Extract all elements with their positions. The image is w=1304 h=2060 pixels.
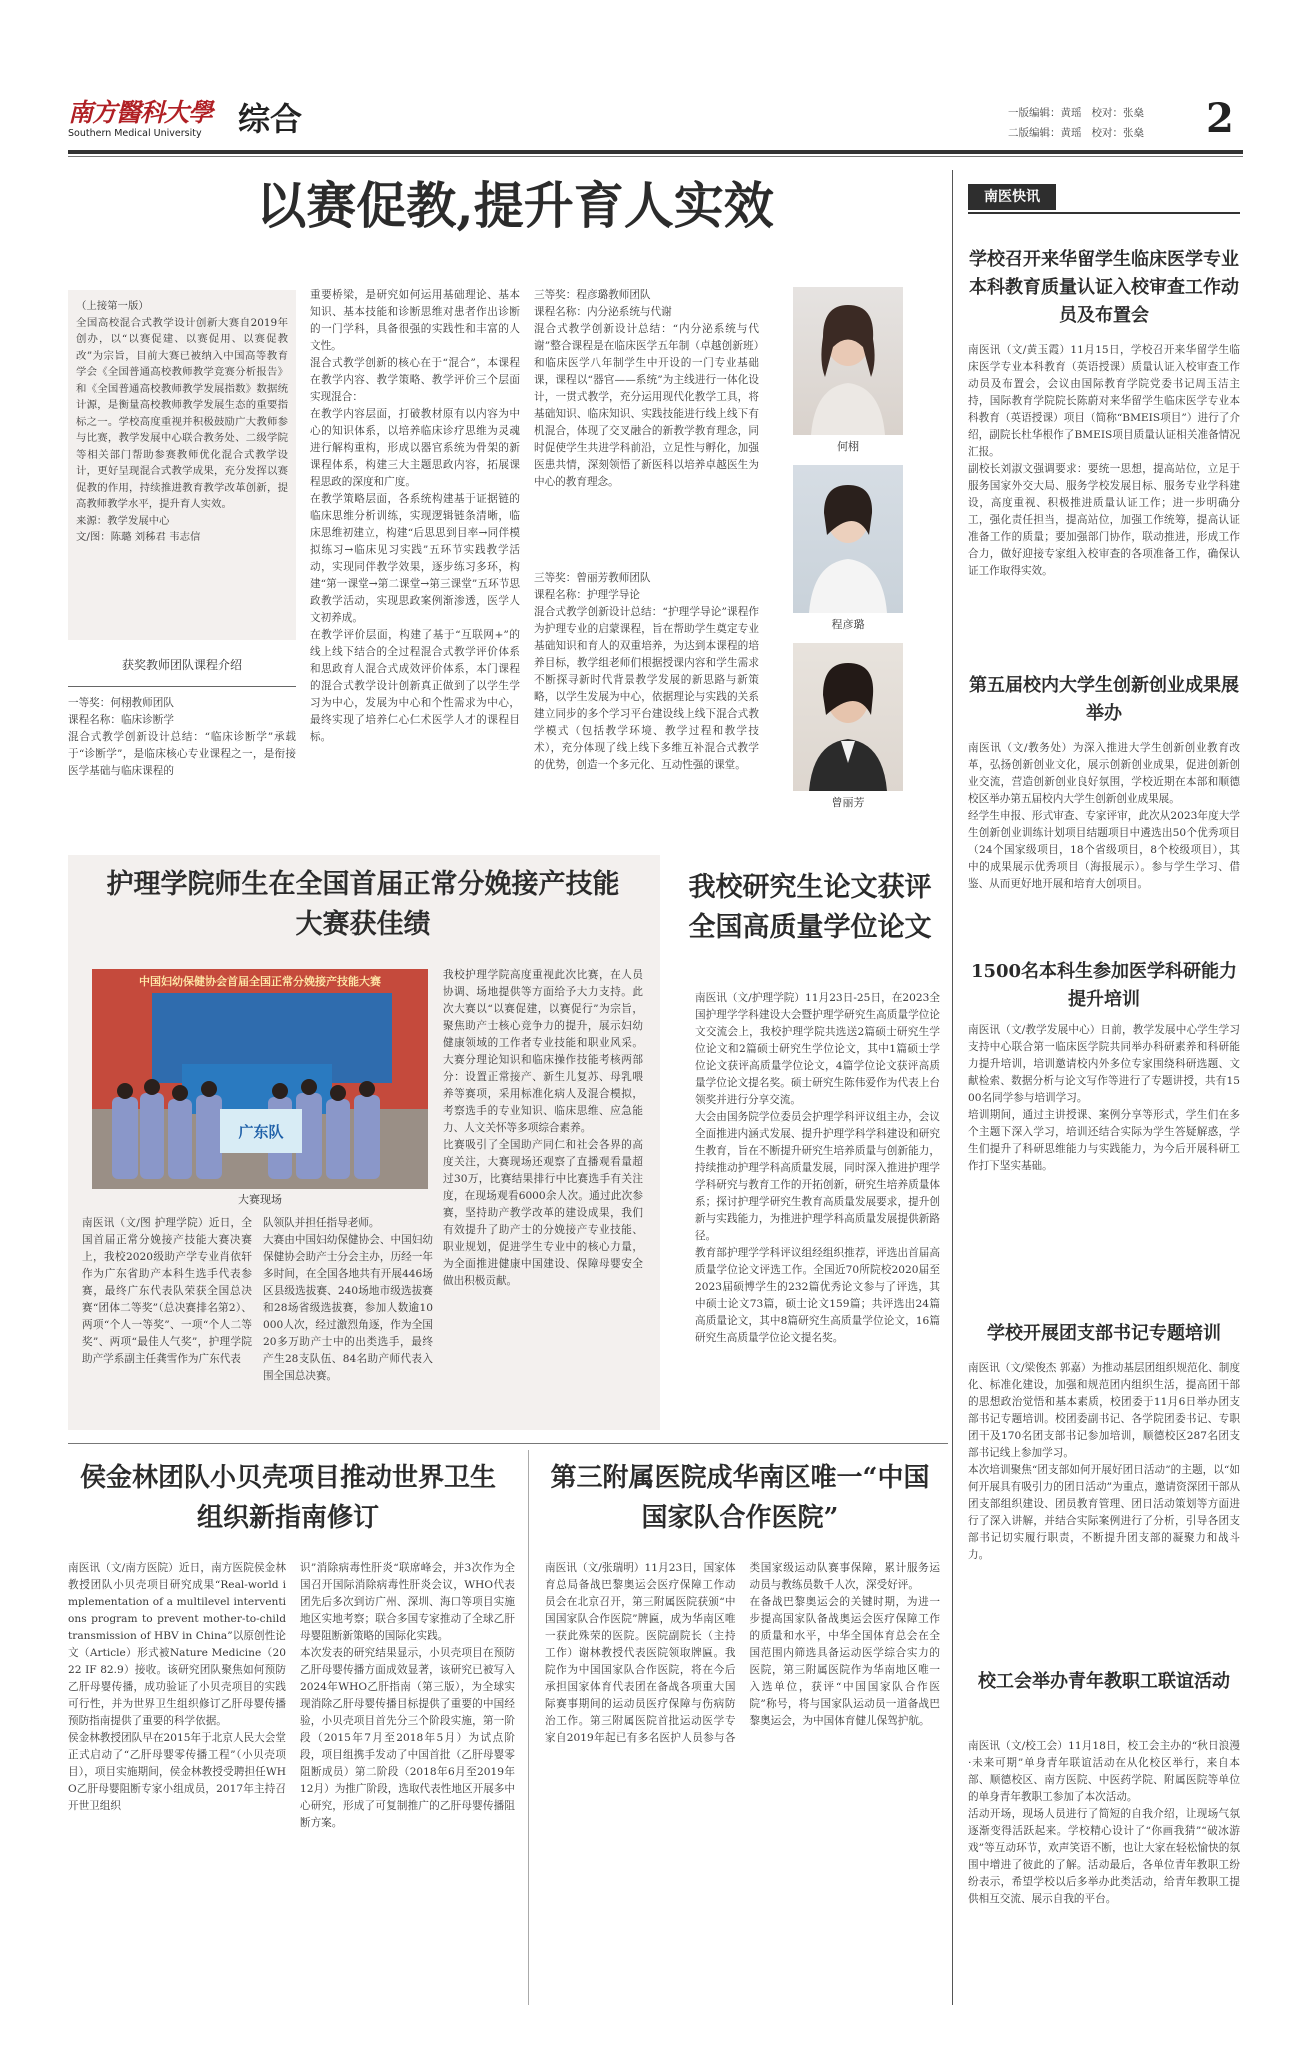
hou-col2: 识”消除病毒性肝炎“联席峰会，并3次作为全国召开国际消除病毒性肝炎会议，WHO代表团先后多次到访广州、深圳、海口等项目实施地区实地考察；联合多国专家推动了全球乙肝母婴阻断新策略的国际化实践。 本次发表的研究结果显示，小贝壳项目在预防乙肝母婴传播方面成效显著，该研究已被写入2024年WHO乙肝指南（第三版），为全球实现消除乙肝母婴传播目标提供了重要的中国经验，小贝壳项目首先分三个阶段实施，第一阶段（2015年7月至2018年5月）为试点阶段，项目组携手发动了中国首批（乙肝母婴零阻断成员）第二阶段（2018年6月至2019年12月）为推广阶段，选取代表性地区开展多中心研究，形成了可复制推广的乙肝母婴传播阻断方案。: [300, 1562, 515, 1829]
section-title: 综合: [238, 100, 303, 138]
sidebar-item-4-title: 学校开展团支部书记专题培训: [987, 1323, 1221, 1344]
masthead-rule: [68, 150, 1243, 154]
nursing-body-right: 我校护理学院高度重视此次比赛，在人员协调、场地提供等方面给予大力支持。此次大赛以“以赛促建，以赛促行”为宗旨，聚焦助产士核心竞争力的提升，展示妇幼健康领域的工作者专业技能和职业风采。大赛分理论知识和临床操作技能考核两部分：设置正常接产、新生儿复苏、母乳喂养等赛项，采用标准化病人及混合模拟，考察选手的专业知识、临床思维、应急能力、人文关怀等多项综合素养。 比赛吸引了全国助产同仁和社会各界的高度关注，大赛现场还观察了直播观看量超过30万，比赛结果排行中比赛选手有关注度，在现场观看6000余人次。通过此次参赛，坚持助产教学改革的建设成果，我们有效提升了助产士的分娩接产专业技能、职业规划，促进学生专业中的核心力量，为全面推进健康中国建设、保障母婴安全做出积极贡献。: [443, 969, 643, 1287]
team-intro-title: 获奖教师团队课程介绍: [121, 658, 242, 672]
page-number: 2: [1206, 95, 1234, 142]
nursing-team-sign: 广东队: [238, 1123, 284, 1141]
sidebar-item-4-body: 南医讯（文/梁俊杰 郭嘉）为推动基层团组织规范化、制度化、标准化建设，加强和规范团内组织生活，提高团干部的思想政治觉悟和基本素质，校团委于11月6日举办团支部书记专题培训。校团委副书记、各学院团委书记、专职团干及170名团支部书记参加培训，顺德校区287名团支部书记线上参加学习。 本次培训聚焦“团支部如何开展好团日活动”的主题，以“如何开展具有吸引力的团日活动”为重点，邀请资深团干部从团支部组织建设、团员教育管理、团日活动策划等方面进行了深入讲解，并结合实际案例进行了分析，引导各团支部书记切实履行职责，不断提升团支部的凝聚力和战斗力。: [968, 1362, 1240, 1561]
university-logo: [68, 98, 238, 144]
sidebar-item-1-title: 学校召开来华留学生临床医学专业本科教育质量认证入校审查工作动员及布置会: [969, 249, 1239, 326]
lead-col2: 重要桥梁，是研究如何运用基础理论、基本知识、基本技能和诊断思维对患者作出诊断的一门学科，具备很强的实践性和丰富的人文性。 混合式教学创新的核心在于“混合”，本课程在教学内容、教学策略、教学评价三个层面实现混合： 在教学内容层面，打破教材原有以内容为中心的知识体系，以培养临床诊疗思维为灵魂进行解构重构，形成以器官系统为骨架的新课程体系，构建三大主题思政内容，拓展课程思政的深度和广度。 在教学策略层面，各系统构建基于证据链的临床思维分析训练，实现逻辑链条清晰，临床思维初建立，构建“后思思到目率→同伴模拟练习→临床见习实践”五环节实践教学活动，实现同伴教学效果，逐步练习多环，构建“第一课堂→第二课堂→第三课堂”五环节思政教学活动，实现思政案例渐渗透，医学人文初养成。 在教学评价层面，构建了基于“互联网+”的线上线下结合的全过程混合式教学评价体系和思政育人混合式成效评价体系，本门课程的混合式教学设计创新真正做到了以学生学习为中心，发展为中心和个性需求为中心，最终实现了培养仁心仁术医学人才的课程目标。: [310, 289, 520, 743]
portrait-photo-2: [793, 465, 903, 613]
lead-headline: 以赛促教,提升育人实效: [256, 176, 774, 235]
proof-line-1: 校对：张燊: [1091, 107, 1145, 119]
nursing-body-left: 南医讯（文/图 护理学院）近日，全国首届正常分娩接产技能大赛决赛上，我校2020级助产学专业肖依轩作为广东省助产本科生选手代表参赛，最终广东代表队荣获全国总决赛“团体二等奖”（总决赛排名第2）、两项“个人一等奖”、一项“个人二等奖”、两项“最佳人气奖”，护理学院助产学系副主任龚雪作为广东代表: [82, 1217, 252, 1365]
lead-col3a: 三等奖：程彦璐教师团队 课程名称：内分泌系统与代谢 混合式教学创新设计总结：“内分泌系统与代谢”整合课程是在临床医学五年制（卓越创新班）和临床医学八年制学生中开设的一门专业基础课，课程以“器官——系统”为主线进行一体化设计，一贯式教学，充分运用现代化教学工具，将基础知识、临床知识、实践技能进行线上线下有机混合，体现了交叉融合的新教学教育理念，同时促使学生共进学科前沿，立足性与孵化，加强医患共情，深刻领悟了新医科以培养卓越医生为中心的教育理念。: [534, 289, 759, 488]
nursing-photo-caption: 大赛现场: [238, 1193, 282, 1206]
lead-intro-text: （上接第一版） 全国高校混合式教学设计创新大赛自2019年创办，以“以赛促建、以赛促用、以赛促教改”为宗旨，目前大赛已被纳入中国高等教育学会《全国普通高校教师教学竞赛分析报告》和《全国普通高校教师教学发展指数》数据统计源，是衡量高校教师教学发展生态的重要指标之一。学校高度重视并积极鼓励广大教师参与比赛，教学发展中心联合教务处、二级学院等相关部门帮助参赛教师优化混合式教学设计，更好呈现混合式教学成果，充分发挥以赛促教的作用，持续推进教育教学改革创新，提高教师教学水平，提升育人实效。 来源：教学发展中心 文/图：陈璐 刘秭君 韦志信: [76, 300, 288, 543]
proof-line-2: 校对：张燊: [1091, 127, 1145, 139]
section-rule-mid: [68, 1443, 948, 1444]
nursing-body-mid: 队领队并担任指导老师。 大赛由中国妇幼保健协会、中国妇幼保健协会助产士分会主办，历经一年多时间，在全国各地共有开展446场区县级选拔赛、240场地市级选拔赛和28场省级选拔赛，参加人数逾10000人次，经过激烈角逐，作为全国20多万助产士中的出类选手，最终产生28支队伍、84名助产师代表入围全国总决赛。: [263, 1217, 433, 1382]
portrait-caption-3: 曾丽芳: [831, 796, 865, 809]
lead-col1: 一等奖：何栩教师团队 课程名称：临床诊断学 混合式教学创新设计总结：“临床诊断学”承载于“诊断学”，是临床核心专业课程之一，是衔接医学基础与临床课程的: [68, 697, 296, 777]
sidebar-item-2-body: 南医讯（文/教务处）为深入推进大学生创新创业教育改革，弘扬创新创业文化，展示创新创业成果，促进创新创业交流，营造创新创业良好氛围，学校近期在本部和顺德校区举办第五届校内大学生创新创业成果展。 经学生申报、形式审查、专家评审，此次从2023年度大学生创新创业训练计划项目结题项目中遴选出50个优秀项目（24个国家级项目，18个省级项目，8个校级项目），其中的成果展示优秀项目（海报展示）。参与学生学习、借鉴、从而更好地开展和培育大创项目。: [968, 742, 1240, 890]
masthead-rule-thin: [68, 156, 1243, 157]
sidebar-label-text: 南医快讯: [984, 189, 1040, 205]
logo-english: Southern Medical University: [68, 128, 202, 139]
sidebar-item-5-body: 南医讯（文/校工会）11月18日，校工会主办的“秋日浪漫·未来可期”单身青年联谊活动在从化校区举行，来自本部、顺德校区、南方医院、中医药学院、附属医院等单位的单身青年教职工参加了本次活动。 活动开场，现场人员进行了简短的自我介绍，让现场气氛逐渐变得活跃起来。学校精心设计了“你画我猜”“破冰游戏”等互动环节，欢声笑语不断，也让大家在轻松愉快的氛围中增进了彼此的了解。活动最后，各单位青年教职工纷纷表示，希望学校以后多举办此类活动，给青年教职工提供相互交流、展示自我的平台。: [968, 1740, 1240, 1905]
team-intro-rule: [68, 686, 296, 687]
thesis-headline: 我校研究生论文获评全国高质量学位论文: [688, 872, 932, 943]
third-headline: 第三附属医院成华南区唯一“中国国家队合作医院”: [550, 1463, 930, 1533]
lead-col3b: 三等奖：曾丽芳教师团队 课程名称：护理学导论 混合式教学创新设计总结：“护理学导论”课程作为护理专业的启蒙课程，旨在帮助学生奠定专业基础知识和育人的双重培养，为达到本课程的培养目标，教学组老师们根据授课内容和学生需求不断探寻新时代背景教学发展的新思路与新策略，以学生发展为中心，依据理论与实践的关系建立同步的多个学习平台建设线上线下混合式教学模式（包括教学环境、教学过程和教学技术），充分体现了线上线下多维互补混合式教学的优势，创造一个多元化、互动性强的课堂。: [534, 572, 759, 771]
hou-col1: 南医讯（文/南方医院）近日，南方医院侯金林教授团队小贝壳项目研究成果“Real-world implementation of a multilevel interventions program to prevent mother-to-child transmission of HBV in China”以原创性论文（Article）形式被Nature Medicine（2022 IF 82.9）接收。该研究团队聚焦如何预防乙肝母婴传播，成功验证了小贝壳项目的实践可行性，并为世界卫生组织修订乙肝母婴传播预防指南提供了重要的科学依据。 侯金林教授团队早在2015年于北京人民大会堂正式启动了“乙肝母婴零传播工程”（小贝壳项目），项目实施期间，侯金林教授受聘担任WHO乙肝母婴阻断专家小组成员，2017年主持召开世卫组织: [68, 1562, 286, 1812]
logo-chinese: 南方醫科大學: [68, 98, 213, 127]
thesis-body: 南医讯（文/护理学院）11月23日-25日，在2023全国护理学学科建设大会暨护理学研究生高质量学位论文交流会上，我校护理学院共选送2篇硕士研究生学位论文和2篇硕士研究生学位论文，其中1篇硕士学位论文获评高质量学位论文，4篇学位论文获评高质量学位论文提名奖。硕士研究生陈伟爱作为代表上台领奖并进行分享交流。 大会由国务院学位委员会护理学科评议组主办，会议全面推进内涵式发展、提升护理学科学科建设和研究生教育，旨在不断提升研究生培养质量与创新能力，持续推动护理学科高质量发展，同时深入推进护理学学科研究与教育工作的开拓创新，研究生培养质量体系；探讨护理学研究生教育高质量发展要求，提升创新与实践能力，为推进护理学科高质量发展提供新路径。 教育部护理学学科评议组经组织推荐，评选出首届高质量学位论文评选工作。全国近70所院校2020届至2023届硕博学生的232篇优秀论文参与了评选，其中硕士论文73篇，硕士论文159篇；共评选出24篇高质量论文，其中8篇研究生高质量学位论文，16篇研究生高质量学位论文提名奖。: [695, 992, 940, 1344]
editor-line-1: 一版编辑：黄瑶: [1008, 107, 1082, 119]
lead-intro-box: [68, 290, 296, 640]
portrait-caption-1: 何栩: [837, 440, 859, 453]
sidebar-item-2-title: 第五届校内大学生创新创业成果展举办: [969, 675, 1239, 724]
sidebar-label-rule: [968, 212, 1240, 214]
editor-credits: [1008, 103, 1208, 143]
nursing-headline: 护理学院师生在全国首届正常分娩接产技能大赛获佳绩: [106, 869, 620, 940]
hou-headline: 侯金林团队小贝壳项目推动世界卫生组织新指南修订: [79, 1463, 496, 1533]
third-col1: 南医讯（文/张瑞明）11月23日，国家体育总局备战巴黎奥运会医疗保障工作动员会在北京召开，第三附属医院获颁“中国国家队合作医院”牌匾，成为华南区唯一获此殊荣的医院。医院副院长（主持工作）谢林教授代表医院领取牌匾。我院作为中国国家队合作医院，将在今后承担国家体育代表团在备战各项重大国际赛事期间的运动员医疗保障与伤病防治工作。第三附属医院首批运动医学专家自2019年起已有多名医护人员参与各类国家级运动队赛事保障，累计服务运动员与教练员数千人次，深受好评。 在备战巴黎奥运会的关键时期，为进一步提高国家队备战奥运会医疗保障工作的质量和水平，中华全国体育总会在全国范围内筛选具备运动医学综合实力的医院，第三附属医院作为华南地区唯一入选单位，获评“中国国家队合作医院”称号，将与国家队运动员一道备战巴黎奥运会，为中国体育健儿保驾护航。: [545, 1562, 940, 1744]
sidebar-label: [968, 184, 1056, 210]
nursing-box: [68, 855, 660, 1430]
column-divider-bottom: [528, 1450, 529, 2005]
portrait-photo-3: [793, 643, 903, 791]
nursing-photo: [92, 969, 428, 1189]
editor-line-2: 二版编辑：黄瑶: [1008, 127, 1082, 139]
sidebar-item-3-body: 南医讯（文/教学发展中心）日前，教学发展中心学生学习支持中心联合第一临床医学院共同举办科研素养和科研能力提升培训，培训邀请校内外多位专家围绕科研选题、文献检索、数据分析与论文写作等进行了专题讲授，共有1500名同学参与培训学习。 培训期间，通过主讲授课、案例分享等形式，学生们在多个主题下深入学习，培训还结合实际为学生答疑解惑，学生们提升了科研思维能力与实践能力，为今后开展科研工作打下坚实基础。: [968, 1024, 1240, 1172]
nursing-photo-banner: 中国妇幼保健协会首届全国正常分娩接产技能大赛: [139, 975, 381, 988]
sidebar-item-5-title: 校工会举办青年教职工联谊活动: [978, 1671, 1230, 1692]
portrait-photo-1: [793, 287, 903, 435]
sidebar-item-3-title: 1500名本科生参加医学科研能力提升培训: [970, 961, 1238, 1010]
portrait-caption-2: 程彦璐: [831, 618, 865, 631]
masthead: [68, 96, 1243, 148]
sidebar-item-1-body: 南医讯（文/黄玉霞）11月15日，学校召开来华留学生临床医学专业本科教育（英语授课）质量认证入校审查工作动员及布置会，会议由国际教育学院党委书记周玉洁主持，国际教育学院院长陈蔚对来华留学生临床医学专业本科教育（英语授课）项目（简称“BMEIS项目”）进行了介绍，副院长杜华根作了BMEIS项目质量认证相关准备情况汇报。 副校长刘淑文强调要求：要统一思想，提高站位，立足于服务国家外交大局、服务学校发展目标、服务专业学科建设，高度重视、积极推进质量认证工作；进一步明确分工，强化责任担当，提高站位，加强工作统筹，提高认证准备工作的质量；要加强部门协作，联动推进，形成工作合力，做好迎接专家组入校审查的各项准备工作，确保认证工作取得实效。: [968, 344, 1240, 577]
sidebar-divider: [952, 170, 953, 2005]
